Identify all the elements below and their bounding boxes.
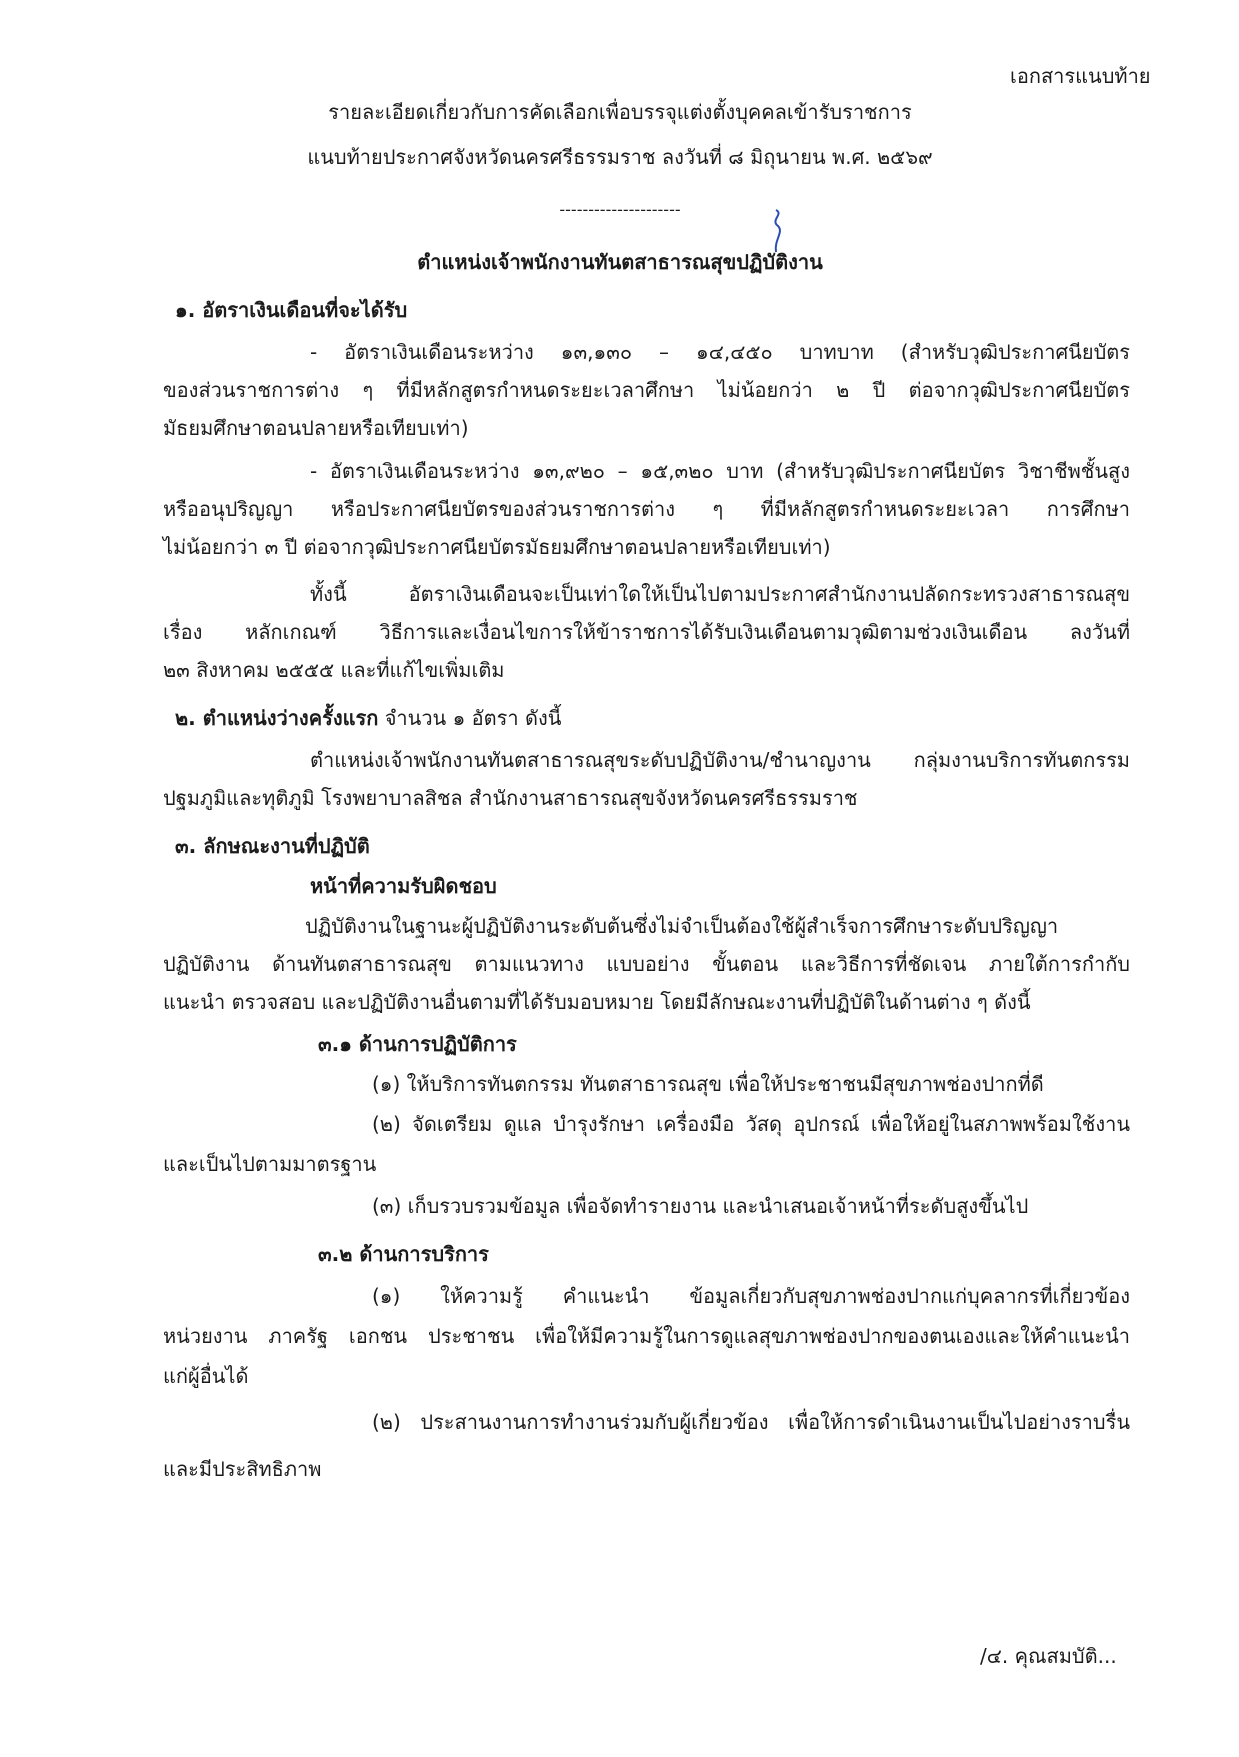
section-2-heading: ๒. ตำแหน่งว่างครั้งแรก — [175, 706, 379, 730]
section-2-heading-rest: จำนวน ๑ อัตรา ดังนี้ — [378, 706, 562, 730]
s3-p1-line-1: ปฏิบัติงานในฐานะผู้ปฏิบัติงานระดับต้นซึ่งไม่จำเป็นต้องใช้ผู้สำเร็จการศึกษาระดับปริญญา — [305, 914, 1059, 938]
section-3-heading: ๓. ลักษณะงานที่ปฏิบัติ — [175, 834, 370, 858]
s32-item-2-line-1: (๒) ประสานงานการทำงานร่วมกับผู้เกี่ยวข้อง เพื่อให้การดำเนินงานเป็นไปอย่างราบรื่น — [372, 1410, 1130, 1434]
s1-p2-line-1: - อัตราเงินเดือนระหว่าง ๑๓,๙๒๐ – ๑๕,๓๒๐ บาท (สำหรับวุฒิประกาศนียบัตร วิชาชีพชั้นสูง — [310, 459, 1130, 483]
s1-p3-line-2: เรื่อง หลักเกณฑ์ วิธีการและเงื่อนไขการให้ข้าราชการได้รับเงินเดือนตามวุฒิตามช่วงเงินเดือน ลงวันที่ — [163, 620, 1130, 644]
s1-p3-line-1: ทั้งนี้ อัตราเงินเดือนจะเป็นเท่าใดให้เป็นไปตามประกาศสำนักงานปลัดกระทรวงสาธารณสุข — [310, 582, 1130, 606]
position-title: ตำแหน่งเจ้าพนักงานทันตสาธารณสุขปฏิบัติงาน — [417, 250, 823, 274]
s32-item-1-line-3: แก่ผู้อื่นได้ — [163, 1364, 249, 1388]
s1-p1-line-3: มัธยมศึกษาตอนปลายหรือเทียบเท่า) — [163, 416, 469, 440]
s32-item-1-line-2: หน่วยงาน ภาครัฐ เอกชน ประชาชน เพื่อให้มีความรู้ในการดูแลสุขภาพช่องปากของตนเองและให้คำแนะนำ — [163, 1324, 1130, 1348]
s31-item-1: (๑) ให้บริการทันตกรรม ทันตสาธารณสุข เพื่อให้ประชาชนมีสุขภาพช่องปากที่ดี — [372, 1072, 1044, 1096]
header-line-2: แนบท้ายประกาศจังหวัดนครศรีธรรมราช ลงวันที่ ๘ มิถุนายน พ.ศ. ๒๕๖๙ — [307, 145, 933, 169]
s2-p1-line-1: ตำแหน่งเจ้าพนักงานทันตสาธารณสุขระดับปฏิบัติงาน/ชำนาญงาน กลุ่มงานบริการทันตกรรม — [310, 748, 1130, 772]
section-2-heading-row — [175, 704, 561, 732]
s3-p1-line-2: ปฏิบัติงาน ด้านทันตสาธารณสุข ตามแนวทาง แบบอย่าง ขั้นตอน และวิธีการที่ชัดเจน ภายใต้การกำกับ — [163, 952, 1130, 976]
s31-item-2-line-1: (๒) จัดเตรียม ดูแล บำรุงรักษา เครื่องมือ วัสดุ อุปกรณ์ เพื่อให้อยู่ในสภาพพร้อมใช้งาน — [372, 1112, 1130, 1136]
s1-p3-line-3: ๒๓ สิงหาคม ๒๕๕๕ และที่แก้ไขเพิ่มเติม — [163, 658, 505, 682]
s32-item-2-line-2: และมีประสิทธิภาพ — [163, 1457, 322, 1481]
s1-p1-line-1: - อัตราเงินเดือนระหว่าง ๑๓,๑๓๐ – ๑๔,๔๕๐ บาทบาท (สำหรับวุฒิประกาศนียบัตร — [310, 340, 1130, 364]
section-3-1-heading: ๓.๑ ด้านการปฏิบัติการ — [318, 1032, 517, 1056]
header-line-1: รายละเอียดเกี่ยวกับการคัดเลือกเพื่อบรรจุแต่งตั้งบุคคลเข้ารับราชการ — [328, 100, 912, 124]
s2-p1-line-2: ปฐมภูมิและทุติภูมิ โรงพยาบาลสิชล สำนักงานสาธารณสุขจังหวัดนครศรีธรรมราช — [163, 786, 858, 810]
s1-p2-line-2: หรืออนุปริญญา หรือประกาศนียบัตรของส่วนราชการต่าง ๆ ที่มีหลักสูตรกำหนดระยะเวลา การศึกษา — [163, 497, 1130, 521]
section-3-subheading: หน้าที่ความรับผิดชอบ — [310, 874, 497, 898]
s32-item-1-line-1: (๑) ให้ความรู้ คำแนะนำ ข้อมูลเกี่ยวกับสุขภาพช่องปากแก่บุคลากรที่เกี่ยวข้อง — [372, 1284, 1130, 1308]
continuation-marker: /๔. คุณสมบัติ... — [980, 1644, 1117, 1668]
section-3-2-heading: ๓.๒ ด้านการบริการ — [318, 1242, 489, 1266]
s1-p1-line-2: ของส่วนราชการต่าง ๆ ที่มีหลักสูตรกำหนดระยะเวลาศึกษา ไม่น้อยกว่า ๒ ปี ต่อจากวุฒิประกาศนียบัตร — [163, 378, 1130, 402]
s1-p2-line-3: ไม่น้อยกว่า ๓ ปี ต่อจากวุฒิประกาศนียบัตรมัธยมศึกษาตอนปลายหรือเทียบเท่า) — [163, 535, 831, 559]
annex-label: เอกสารแนบท้าย — [1010, 64, 1151, 88]
s31-item-2-line-2: และเป็นไปตามมาตรฐาน — [163, 1152, 377, 1176]
section-1-heading: ๑. อัตราเงินเดือนที่จะได้รับ — [175, 298, 408, 322]
s31-item-3: (๓) เก็บรวบรวมข้อมูล เพื่อจัดทำรายงาน และนำเสนอเจ้าหน้าที่ระดับสูงขึ้นไป — [372, 1194, 1029, 1218]
s3-p1-line-3: แนะนำ ตรวจสอบ และปฏิบัติงานอื่นตามที่ได้รับมอบหมาย โดยมีลักษณะงานที่ปฏิบัติในด้านต่าง ๆ ดังนี้ — [163, 990, 1031, 1014]
header-divider: --------------------- — [559, 200, 681, 219]
